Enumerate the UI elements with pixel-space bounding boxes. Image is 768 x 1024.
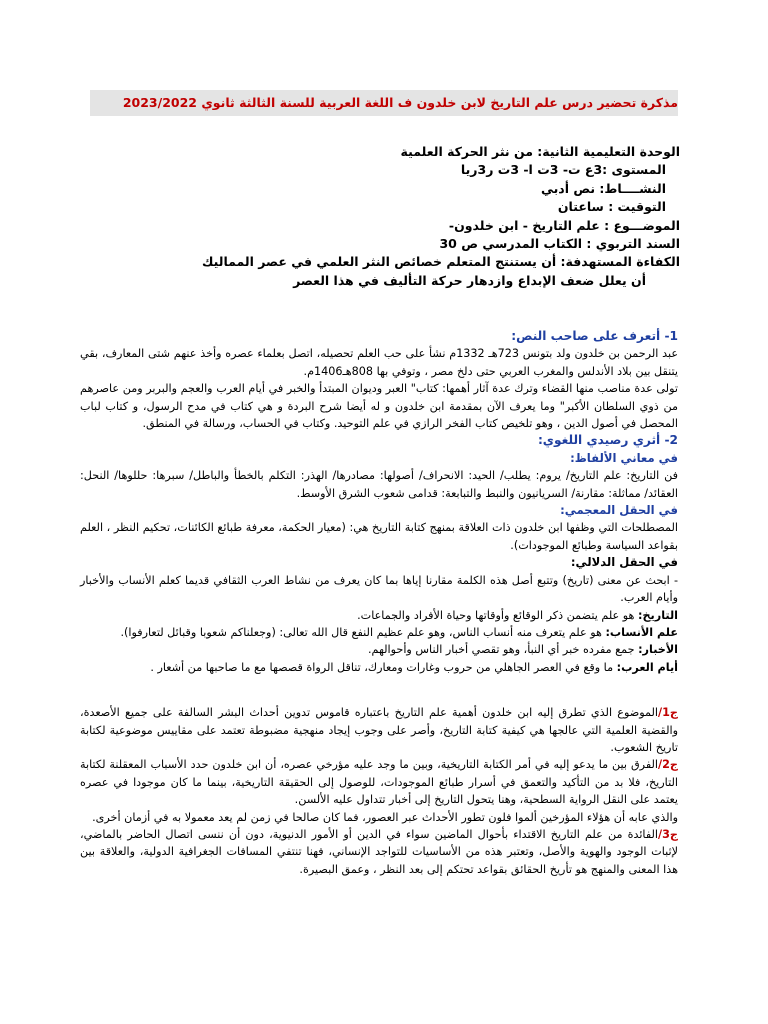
document-title: مذكرة تحضير درس علم التاريخ لابن خلدون ف اللغة العربية للسنة الثالثة ثانوي 2023/2022	[90, 90, 678, 116]
competency-line-2: أن يعلل ضعف الإبداع وازدهار حركة التأليف في هذا العصر	[293, 272, 646, 288]
definition-row	[80, 659, 678, 676]
definition-row	[80, 624, 678, 641]
answer-paragraph	[80, 826, 678, 878]
answer-text: الفائدة من علم التاريخ الاقتداء بأحوال الماضين سواء في الدين أو الأمور الدنيوية، دون أن ننسى اتصال الحاضر بالماضي، لإثبات الوجود والهوية والأصل، وتعتبر هذه من الأساسيات للتواجد الإنساني، فهنا تنتفي المسافات الجغرافية الدولية، والعلاقة بين هذا المعنى والمنهج هو تأريخ الحقائق بقواعد تحتكم إلى بعد النظر ، وعمق البصيرة.	[80, 827, 678, 876]
author-works-paragraph: تولى عدة مناصب منها القضاء وترك عدة آثار أهمها: كتاب" العبر وديوان المبتدأ والخبر في أيام العرب والعجم والبربر ومن عاصرهم من ذوي السلطان الأكبر" وما يعرف الآن بمقدمة ابن خلدون و له أيضا شرح البردة و هي كتاب في مدح الرسول، و كتاب لباب المحصل في أصول الدين ، وهو تلخيص كتاب الفخر الرازي في علم التوحيد. وكتاب في الحساب، ورسالة في المنطق.	[80, 382, 678, 431]
competency-line: الكفاءة المستهدفة: أن يستنتج المتعلم خصائص النثر العلمي في عصر المماليك	[202, 254, 680, 270]
support-line: السند التربوي : الكتاب المدرسي ص 30	[439, 236, 680, 252]
section-heading-author: 1- أتعرف على صاحب النص:	[511, 329, 678, 343]
answer-paragraph	[80, 756, 678, 808]
definition-text: هو علم يتضمن ذكر الوقائع وأوقاتها وحياة الأفراد والجماعات.	[357, 608, 635, 622]
answer-text: الموضوع الذي تطرق إليه ابن خلدون أهمية علم التاريخ باعتباره قاموس تدوين أحداث البشر السالفة على جميع الأصعدة، والقضية العلمية التي عالجها هي كيفية كتابة التاريخ، وأصر على وجوب إيجاد منهجية مضبوطة تعتمد على مقاييس موضوعية لكتابة تاريخ الشعوب.	[80, 706, 678, 754]
activity-line: النشــــاط: نص أدبي	[540, 180, 666, 196]
meanings-heading: في معاني الألفاظ:	[570, 450, 678, 465]
answer-text: الفرق بين ما يدعو إليه في أمر الكتابة التاريخية، وبين ما وجد عليه مؤرخي عصره، أن ابن خلدون حدد الأسباب المعقلنة لكتابة التاريخ، فلا بد من التأكيد والتعمق في أسرار طبائع الموجودات، للوصول إلى الحقيقة التاريخية، بينما ما كان موجودا في عصره يعتمد على النقل الرواية السطحية، وهنا يتحول التاريخ إلى أخبار تتداول عليه الألسن.	[80, 758, 678, 807]
definition-term: أيام العرب:	[616, 660, 678, 674]
semantic-field-heading: في الحقل الدلالي:	[570, 555, 678, 570]
definition-row	[80, 641, 678, 658]
lesson-body	[80, 328, 678, 878]
definition-term: علم الأنساب:	[605, 625, 678, 639]
section-heading-vocabulary: 2- أثري رصيدي اللغوي:	[537, 433, 678, 448]
unit-line: الوحدة التعليمية الثانية: من نثر الحركة العلمية	[400, 144, 680, 159]
lexical-field-heading: في الحقل المعجمي:	[560, 503, 678, 518]
author-bio-paragraph: عبد الرحمن بن خلدون ولد بتونس 723هـ 1332م نشأ على حب العلم تحصيله، اتصل بعلماء عصره وأخذ عنهم شتى المعارف، بقي يتنقل بين بلاد الأندلس والمغرب العربي حتى دلخ مصر ، وتوفي بها 808هـ1406م.	[80, 347, 678, 378]
definition-row	[80, 607, 678, 624]
answer-paragraph	[80, 704, 678, 756]
lexical-field-paragraph: المصطلحات التي وظفها ابن خلدون ذات العلاقة بمنهج كتابة التاريخ هي: (معيار الحكمة، معرفة طبائع الكائنات، تحكيم النظر ، العلم بقواعد السياسة وطبائع الموجودات).	[80, 521, 678, 552]
answer-text: والذي عابه أن هؤلاء المؤرخين ألموا فلون تطور الأحداث عبر العصور، فما كان صالحا في زمن لم يعد معمولا به في أزمان أخرى.	[92, 810, 678, 824]
definition-term: التاريخ:	[638, 608, 678, 622]
lesson-header	[80, 143, 680, 290]
answer-paragraph	[80, 809, 678, 826]
topic-line: الموضـــوع : علم التاريخ - ابن خلدون-	[448, 217, 680, 233]
semantic-field-paragraph: - ابحث عن معنى (تاريخ) وتتبع أصل هذه الكلمة مقارنا إياها بما كان يعرف من نشاط العرب الثقافي قديما كعلم الأنساب والأخبار وأيام العرب.	[80, 573, 678, 605]
answer-number: ج1/	[658, 706, 678, 720]
answer-number: ج2/	[658, 758, 678, 772]
definition-text: جمع مفرده خبر أي النبأ، وهو تقصي أخبار الناس وأحوالهم.	[367, 643, 635, 657]
meanings-paragraph: فن التاريخ: علم التاريخ/ يروم: يطلب/ الحيد: الانحراف/ أصولها: مصادرها/ الهذر: التكلم بالخطأ والباطل/ سبرها: حللوها/ النحل: العقائد/ مماثلة: مقارنة/ السريانيون والنبط والتبابعة: قدامى شعوب الشرق الأوسط.	[80, 469, 678, 500]
timing-line: التوقيت : ساعتان	[557, 199, 666, 215]
definition-text: ما وقع في العصر الجاهلي من حروب وغارات ومعارك، تناقل الرواة قصصها مع ما صاحبها من أشعار .	[150, 660, 614, 674]
definition-text: هو علم يتعرف منه أنساب الناس، وهو علم عظيم النفع قال الله تعالى: (وجعلناكم شعوبا وقبائل لتعارفوا).	[120, 625, 602, 639]
definition-term: الأخبار:	[638, 643, 678, 657]
answer-number: ج3/	[658, 827, 678, 841]
level-line: المستوى :3ع ت- 3ت ا- 3ت ر3ريا	[460, 162, 666, 178]
